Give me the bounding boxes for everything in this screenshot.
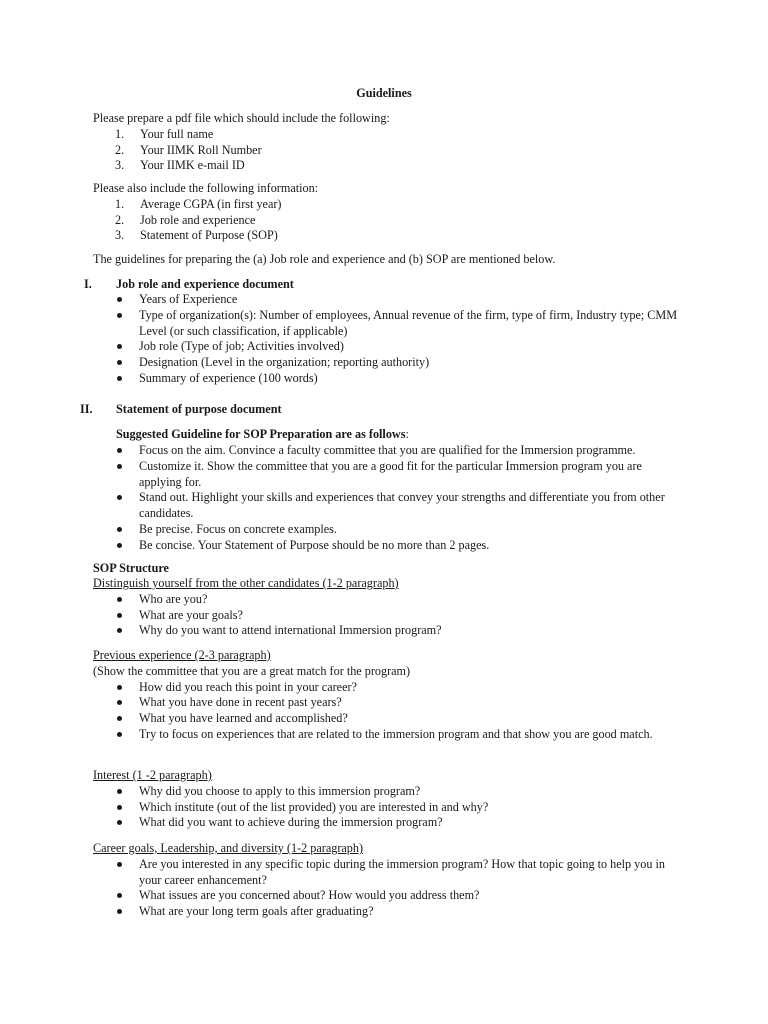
page-title: Guidelines [356, 86, 412, 100]
item-text: Average CGPA (in first year) [140, 196, 282, 211]
list-item: Summary of experience (100 words) [93, 371, 683, 387]
sop-group-bullets [93, 784, 683, 831]
intro-line: Please prepare a pdf file which should include the following: [93, 111, 390, 125]
list-item: What are your long term goals after graduating? [93, 904, 683, 920]
list-item: Be precise. Focus on concrete examples. [93, 522, 683, 538]
item-text: Statement of Purpose (SOP) [140, 228, 278, 243]
list-item: Designation (Level in the organization; reporting authority) [93, 355, 683, 371]
item-text: Your full name [140, 126, 214, 141]
sop-group-title: Previous experience (2-3 paragraph) [93, 648, 271, 662]
list-item [93, 158, 683, 174]
sop-group-bullets [93, 857, 683, 920]
list-item: Years of Experience [93, 292, 683, 308]
intro-block [93, 111, 683, 174]
list-item [93, 213, 683, 229]
section-numeral: I. [84, 277, 92, 291]
sop-guideline-title: Suggested Guideline for SOP Preparation are as follows [116, 427, 406, 441]
also-block [93, 181, 683, 244]
also-line: Please also include the following information: [93, 181, 319, 195]
sop-group-distinguish [93, 576, 683, 639]
list-item: Why did you choose to apply to this immersion program? [93, 784, 683, 800]
list-item: Customize it. Show the committee that you are a good fit for the particular Immersion program you are applying for. [93, 459, 683, 491]
item-text: Your IIMK e-mail ID [140, 158, 245, 173]
list-item: Are you interested in any specific topic during the immersion program? How that topic going to help you in your career enhancement? [93, 857, 683, 889]
list-item [93, 197, 683, 213]
section2-bullets [93, 443, 683, 554]
item-text: Job role and experience [140, 212, 256, 227]
list-item: What are your goals? [93, 608, 683, 624]
section-numeral: II. [80, 402, 93, 416]
sop-group-previous-experience [93, 648, 683, 743]
list-item: Type of organization(s): Number of employees, Annual revenue of the firm, type of firm, Industry type; CMM Level (or such classification, if applicable) [93, 308, 683, 340]
list-item: Try to focus on experiences that are related to the immersion program and that show you are good match. [93, 727, 683, 743]
item-number: 1. [115, 126, 125, 141]
sop-guideline-line [116, 427, 676, 443]
list-item: What issues are you concerned about? How would you address them? [93, 888, 683, 904]
sop-group-note: (Show the committee that you are a great match for the program) [93, 663, 411, 678]
list-item: Why do you want to attend international Immersion program? [93, 623, 683, 639]
sop-group-career-goals [93, 841, 683, 920]
sop-group-bullets [93, 592, 683, 639]
guidelines-line: The guidelines for preparing the (a) Job role and experience and (b) SOP are mentioned below. [93, 252, 556, 266]
list-item: How did you reach this point in your career? [93, 680, 683, 696]
section-title: Statement of purpose document [116, 402, 282, 416]
section-title: Job role and experience document [116, 277, 294, 291]
list-item: Focus on the aim. Convince a faculty committee that you are qualified for the Immersion programme. [93, 443, 683, 459]
section1-list-block [93, 292, 683, 387]
sop-guideline-colon: : [405, 427, 409, 441]
list-item [93, 228, 683, 244]
item-number: 1. [115, 196, 125, 211]
list-item: Which institute (out of the list provided) you are interested in and why? [93, 800, 683, 816]
sop-group-interest [93, 768, 683, 831]
sop-group-title: Career goals, Leadership, and diversity (1-2 paragraph) [93, 841, 364, 855]
item-text: Your IIMK Roll Number [140, 142, 262, 157]
section2-list-block [93, 443, 683, 554]
list-item: What did you want to achieve during the immersion program? [93, 815, 683, 831]
list-item: What you have done in recent past years? [93, 695, 683, 711]
list-item: What you have learned and accomplished? [93, 711, 683, 727]
list-item: Who are you? [93, 592, 683, 608]
sop-group-bullets [93, 680, 683, 743]
list-item: Stand out. Highlight your skills and experiences that convey your strengths and differentiate you from other candidates. [93, 490, 683, 522]
intro-list [93, 127, 683, 174]
list-item [93, 143, 683, 159]
item-number: 2. [115, 212, 125, 227]
sop-structure-heading: SOP Structure [93, 561, 169, 575]
sop-group-title: Distinguish yourself from the other candidates (1-2 paragraph) [93, 576, 399, 590]
list-item [93, 127, 683, 143]
also-list [93, 197, 683, 244]
sop-group-title: Interest (1 -2 paragraph) [93, 768, 212, 782]
section1-bullets [93, 292, 683, 387]
item-number: 3. [115, 158, 125, 173]
list-item: Be concise. Your Statement of Purpose should be no more than 2 pages. [93, 538, 683, 554]
item-number: 2. [115, 142, 125, 157]
list-item: Job role (Type of job; Activities involved) [93, 339, 683, 355]
item-number: 3. [115, 228, 125, 243]
